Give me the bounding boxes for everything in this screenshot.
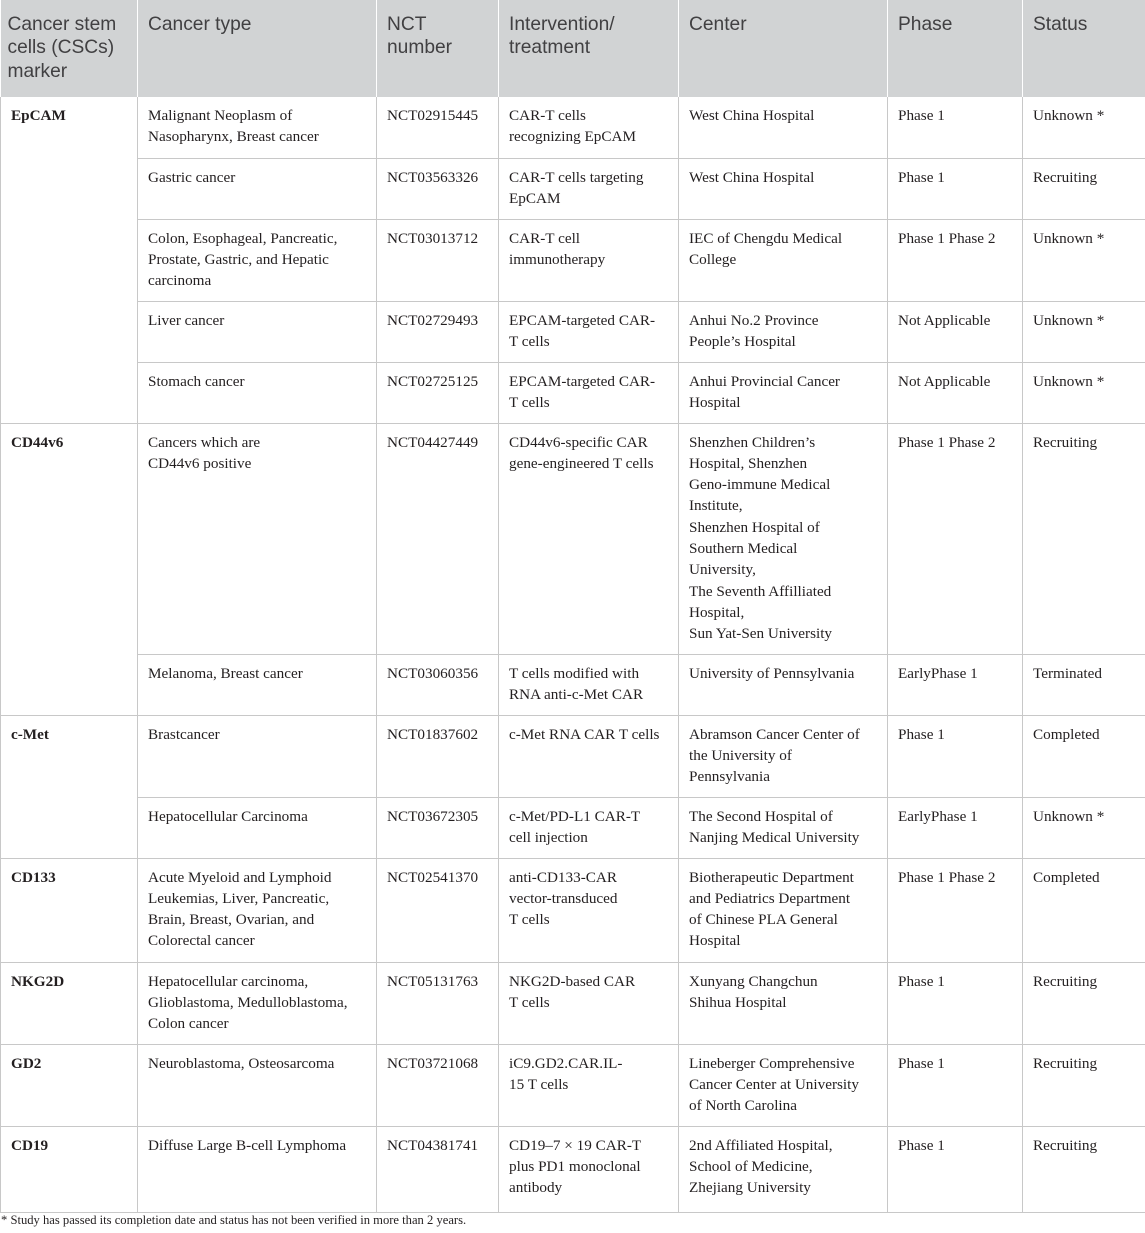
center-cell-line: Shenzhen Hospital of xyxy=(689,518,820,536)
nct-number-cell xyxy=(377,362,499,423)
header-label-line: marker xyxy=(7,60,68,82)
cancer-type-cell xyxy=(138,301,377,362)
center-cell xyxy=(679,1044,888,1126)
phase-cell xyxy=(888,362,1023,423)
cancer-type-cell xyxy=(138,654,377,715)
status-cell xyxy=(1023,797,1145,858)
intervention-cell-line: T cells xyxy=(509,393,550,411)
status-cell-text: Completed xyxy=(1033,868,1100,886)
phase-cell-text: Phase 1 Phase 2 xyxy=(898,433,996,451)
marker-cell: GD2 xyxy=(1,1044,138,1126)
cancer-type-cell xyxy=(138,858,377,962)
center-cell-line: Hospital xyxy=(689,932,741,950)
table-body xyxy=(1,97,1145,1212)
phase-cell-text: Phase 1 xyxy=(898,168,945,186)
cancer-type-cell-line: Colon, Esophageal, Pancreatic, xyxy=(148,229,338,247)
status-cell xyxy=(1023,1044,1145,1126)
status-cell-text: Unknown * xyxy=(1033,807,1105,825)
header-cell-marker xyxy=(1,0,138,97)
cancer-type-cell xyxy=(138,158,377,219)
status-cell xyxy=(1023,1126,1145,1212)
intervention-cell-line: c-Met RNA CAR T cells xyxy=(509,725,660,743)
center-cell-line: Hospital xyxy=(689,393,741,411)
cancer-type-cell xyxy=(138,962,377,1044)
intervention-cell-line: vector-transduced xyxy=(509,889,618,907)
center-cell-line: Lineberger Comprehensive xyxy=(689,1054,855,1072)
center-cell-line: Geno-immune Medical xyxy=(689,476,831,494)
cancer-type-cell-line: carcinoma xyxy=(148,272,212,290)
intervention-cell-line: cell injection xyxy=(509,828,588,846)
status-cell xyxy=(1023,301,1145,362)
nct-number-cell-text: NCT03672305 xyxy=(387,807,479,825)
intervention-cell-line: plus PD1 monoclonal xyxy=(509,1157,641,1175)
center-cell-line: Institute, xyxy=(689,497,743,515)
marker-cell: CD19 xyxy=(1,1126,138,1212)
center-cell xyxy=(679,962,888,1044)
intervention-cell-line: anti-CD133-CAR xyxy=(509,868,617,886)
header-cell-nct-number xyxy=(377,0,499,97)
cancer-type-cell-line: Acute Myeloid and Lymphoid xyxy=(148,868,332,886)
phase-cell-text: Phase 1 xyxy=(898,972,945,990)
table-row xyxy=(1,1126,1145,1212)
status-cell xyxy=(1023,423,1145,654)
table-row xyxy=(1,858,1145,962)
marker-cell: NKG2D xyxy=(1,962,138,1044)
intervention-cell xyxy=(499,1044,679,1126)
intervention-cell-line: recognizing EpCAM xyxy=(509,128,636,146)
intervention-cell xyxy=(499,654,679,715)
status-cell-text: Unknown * xyxy=(1033,229,1105,247)
center-cell-line: of North Carolina xyxy=(689,1097,797,1115)
phase-cell-text: EarlyPhase 1 xyxy=(898,807,978,825)
nct-number-cell xyxy=(377,1044,499,1126)
phase-cell xyxy=(888,219,1023,301)
center-cell-line: Pennsylvania xyxy=(689,768,770,786)
intervention-cell-line: T cells xyxy=(509,911,550,929)
phase-cell xyxy=(888,1126,1023,1212)
intervention-cell xyxy=(499,1126,679,1212)
header-label-line: number xyxy=(387,37,453,59)
header-label-line: Cancer type xyxy=(148,14,252,35)
cancer-type-cell xyxy=(138,715,377,797)
status-cell-text: Recruiting xyxy=(1033,1054,1098,1072)
header-label-line: treatment xyxy=(509,37,591,59)
phase-cell xyxy=(888,158,1023,219)
status-cell xyxy=(1023,962,1145,1044)
cancer-type-cell-line: Prostate, Gastric, and Hepatic xyxy=(148,250,329,268)
center-cell xyxy=(679,1126,888,1212)
cancer-type-cell xyxy=(138,362,377,423)
table-row xyxy=(1,362,1145,423)
intervention-cell-line: CAR-T cells xyxy=(509,107,586,124)
phase-cell xyxy=(888,97,1023,158)
cancer-type-cell-line: Hepatocellular carcinoma, xyxy=(148,972,309,990)
nct-number-cell xyxy=(377,1126,499,1212)
phase-cell-text: Phase 1 xyxy=(898,1136,945,1154)
marker-cell: CD44v6 xyxy=(1,423,138,715)
header-label-line: cells (CSCs) xyxy=(7,37,115,59)
center-cell-line: University of Pennsylvania xyxy=(689,664,855,682)
phase-cell-text: Phase 1 xyxy=(898,725,945,743)
center-cell xyxy=(679,423,888,654)
table-row xyxy=(1,1044,1145,1126)
phase-cell xyxy=(888,715,1023,797)
center-cell-line: Anhui No.2 Province xyxy=(689,311,819,329)
center-cell-line: Hospital, Shenzhen xyxy=(689,454,808,472)
intervention-cell-line: RNA anti-c-Met CAR xyxy=(509,685,644,703)
phase-cell xyxy=(888,1044,1023,1126)
intervention-cell xyxy=(499,301,679,362)
intervention-cell-line: T cells xyxy=(509,332,550,350)
intervention-cell xyxy=(499,158,679,219)
phase-cell-text: Phase 1 Phase 2 xyxy=(898,868,996,886)
center-cell-line: The Second Hospital of xyxy=(689,807,833,825)
phase-cell-text: EarlyPhase 1 xyxy=(898,664,978,682)
center-cell-line: Nanjing Medical University xyxy=(689,828,860,846)
status-cell-text: Unknown * xyxy=(1033,372,1105,390)
cancer-type-cell xyxy=(138,97,377,158)
header-label-line: NCT xyxy=(387,14,427,35)
intervention-cell xyxy=(499,858,679,962)
table-row xyxy=(1,301,1145,362)
nct-number-cell xyxy=(377,797,499,858)
status-cell-text: Recruiting xyxy=(1033,1136,1098,1154)
nct-number-cell xyxy=(377,715,499,797)
status-cell-text: Recruiting xyxy=(1033,433,1098,451)
table-row xyxy=(1,797,1145,858)
intervention-cell-line: CD44v6-specific CAR xyxy=(509,433,648,451)
status-cell-text: Completed xyxy=(1033,725,1100,743)
intervention-cell-line: c-Met/PD-L1 CAR-T xyxy=(509,807,641,825)
intervention-cell-line: 15 T cells xyxy=(509,1075,569,1093)
status-cell-text: Terminated xyxy=(1033,664,1102,682)
center-cell-line: and Pediatrics Department xyxy=(689,889,851,907)
intervention-cell xyxy=(499,715,679,797)
status-cell xyxy=(1023,97,1145,158)
center-cell-line: Shenzhen Children’s xyxy=(689,433,816,451)
intervention-cell-line: EpCAM xyxy=(509,189,561,207)
intervention-cell xyxy=(499,219,679,301)
phase-cell-text: Not Applicable xyxy=(898,372,991,390)
nct-number-cell xyxy=(377,219,499,301)
nct-number-cell xyxy=(377,97,499,158)
header-cell-cancer-type xyxy=(138,0,377,97)
header-cell-center xyxy=(679,0,888,97)
cancer-type-cell-line: Brastcancer xyxy=(148,725,220,743)
cancer-type-cell-line: Colorectal cancer xyxy=(148,932,255,950)
center-cell-line: Xunyang Changchun xyxy=(689,972,818,990)
intervention-cell-line: EPCAM-targeted CAR- xyxy=(509,372,656,390)
center-cell-line: Sun Yat-Sen University xyxy=(689,625,833,643)
cancer-type-cell-line: Nasopharynx, Breast cancer xyxy=(148,128,319,146)
phase-cell xyxy=(888,423,1023,654)
header-cell-status xyxy=(1023,0,1145,97)
intervention-cell-line: gene-engineered T cells xyxy=(509,454,654,472)
nct-number-cell xyxy=(377,962,499,1044)
center-cell-line: Shihua Hospital xyxy=(689,993,787,1011)
phase-cell xyxy=(888,797,1023,858)
cancer-type-cell-line: CD44v6 positive xyxy=(148,454,252,472)
intervention-cell-line: NKG2D-based CAR xyxy=(509,972,636,990)
phase-cell xyxy=(888,962,1023,1044)
center-cell-line: Cancer Center at University xyxy=(689,1075,859,1093)
center-cell xyxy=(679,97,888,158)
nct-number-cell-text: NCT04381741 xyxy=(387,1136,479,1154)
center-cell xyxy=(679,158,888,219)
intervention-cell-line: immunotherapy xyxy=(509,250,606,268)
phase-cell-text: Phase 1 Phase 2 xyxy=(898,229,996,247)
nct-number-cell-text: NCT03060356 xyxy=(387,664,479,682)
table-row xyxy=(1,219,1145,301)
intervention-cell xyxy=(499,962,679,1044)
cancer-type-cell-line: Gastric cancer xyxy=(148,168,236,186)
center-cell xyxy=(679,219,888,301)
center-cell-line: the University of xyxy=(689,746,792,764)
center-cell-line: 2nd Affiliated Hospital, xyxy=(689,1136,833,1154)
nct-number-cell-text: NCT03721068 xyxy=(387,1054,479,1072)
nct-number-cell-text: NCT04427449 xyxy=(387,433,479,451)
cancer-type-cell-line: Neuroblastoma, Osteosarcoma xyxy=(148,1054,335,1072)
cancer-type-cell-line: Diffuse Large B-cell Lymphoma xyxy=(148,1136,347,1154)
cancer-type-cell xyxy=(138,797,377,858)
status-cell xyxy=(1023,715,1145,797)
nct-number-cell-text: NCT03563326 xyxy=(387,168,479,186)
cancer-type-cell-line: Hepatocellular Carcinoma xyxy=(148,807,308,825)
phase-cell-text: Phase 1 xyxy=(898,107,945,124)
cancer-type-cell-line: Glioblastoma, Medulloblastoma, xyxy=(148,993,348,1011)
nct-number-cell-text: NCT01837602 xyxy=(387,725,479,743)
phase-cell xyxy=(888,301,1023,362)
table-header-row xyxy=(1,0,1145,97)
status-cell xyxy=(1023,219,1145,301)
marker-cell: EpCAM xyxy=(1,97,138,423)
intervention-cell xyxy=(499,362,679,423)
cancer-type-cell xyxy=(138,219,377,301)
status-cell-text: Unknown * xyxy=(1033,311,1105,329)
nct-number-cell-text: NCT05131763 xyxy=(387,972,479,990)
header-label-line: Intervention/ xyxy=(509,14,615,35)
center-cell-line: College xyxy=(689,250,737,268)
cancer-type-cell-line: Malignant Neoplasm of xyxy=(148,107,293,124)
cancer-type-cell xyxy=(138,1126,377,1212)
cancer-type-cell-line: Brain, Breast, Ovarian, and xyxy=(148,911,315,929)
status-cell-text: Recruiting xyxy=(1033,168,1098,186)
nct-number-cell xyxy=(377,158,499,219)
center-cell-line: IEC of Chengdu Medical xyxy=(689,229,843,247)
center-cell-line: West China Hospital xyxy=(689,168,815,186)
nct-number-cell-text: NCT02915445 xyxy=(387,107,479,124)
cancer-type-cell-line: Colon cancer xyxy=(148,1015,229,1033)
center-cell-line: Zhejiang University xyxy=(689,1179,811,1197)
intervention-cell-line: CD19–7 × 19 CAR-T xyxy=(509,1136,642,1154)
nct-number-cell xyxy=(377,301,499,362)
center-cell xyxy=(679,715,888,797)
center-cell-line: School of Medicine, xyxy=(689,1157,813,1175)
marker-cell: CD133 xyxy=(1,858,138,962)
header-cell-phase xyxy=(888,0,1023,97)
status-cell xyxy=(1023,858,1145,962)
intervention-cell xyxy=(499,797,679,858)
intervention-cell-line: CAR-T cell xyxy=(509,229,581,247)
center-cell xyxy=(679,797,888,858)
table-row xyxy=(1,423,1145,654)
center-cell xyxy=(679,654,888,715)
nct-number-cell xyxy=(377,654,499,715)
status-cell-text: Unknown * xyxy=(1033,107,1105,124)
cancer-type-cell-line: Liver cancer xyxy=(148,311,225,329)
cancer-type-cell xyxy=(138,423,377,654)
table-row xyxy=(1,97,1145,158)
center-cell-line: The Seventh Affilliated xyxy=(689,582,832,600)
nct-number-cell-text: NCT02725125 xyxy=(387,372,479,390)
intervention-cell-line: T cells xyxy=(509,993,550,1011)
status-cell xyxy=(1023,158,1145,219)
nct-number-cell-text: NCT03013712 xyxy=(387,229,479,247)
table-footnote: * Study has passed its completion date and status has not been verified in more than 2 years. xyxy=(1,1213,467,1227)
center-cell-line: University, xyxy=(689,561,756,579)
status-cell xyxy=(1023,362,1145,423)
phase-cell-text: Not Applicable xyxy=(898,311,991,329)
cancer-type-cell-line: Melanoma, Breast cancer xyxy=(148,664,303,682)
intervention-cell-line: T cells modified with xyxy=(509,664,640,682)
intervention-cell xyxy=(499,97,679,158)
center-cell-line: People’s Hospital xyxy=(689,332,796,350)
nct-number-cell xyxy=(377,858,499,962)
status-cell xyxy=(1023,654,1145,715)
cancer-type-cell xyxy=(138,1044,377,1126)
status-cell-text: Recruiting xyxy=(1033,972,1098,990)
header-cell-intervention xyxy=(499,0,679,97)
header-label-line: Center xyxy=(689,14,747,35)
center-cell-line: West China Hospital xyxy=(689,107,815,124)
intervention-cell-line: CAR-T cells targeting xyxy=(509,168,644,186)
cancer-type-cell-line: Leukemias, Liver, Pancreatic, xyxy=(148,889,330,907)
phase-cell xyxy=(888,858,1023,962)
table-row xyxy=(1,962,1145,1044)
marker-cell: c-Met xyxy=(1,715,138,858)
center-cell-line: Southern Medical xyxy=(689,539,798,557)
header-label-line: Status xyxy=(1033,14,1088,35)
center-cell-line: of Chinese PLA General xyxy=(689,911,838,929)
center-cell-line: Anhui Provincial Cancer xyxy=(689,372,840,390)
cancer-type-cell-line: Cancers which are xyxy=(148,433,261,451)
nct-number-cell-text: NCT02541370 xyxy=(387,868,479,886)
center-cell-line: Abramson Cancer Center of xyxy=(689,725,860,743)
intervention-cell xyxy=(499,423,679,654)
nct-number-cell-text: NCT02729493 xyxy=(387,311,479,329)
header-label-line: Cancer stem xyxy=(7,14,117,35)
cancer-type-cell-line: Stomach cancer xyxy=(148,372,245,390)
center-cell-line: Hospital, xyxy=(689,603,745,621)
table-row xyxy=(1,715,1145,797)
phase-cell xyxy=(888,654,1023,715)
intervention-cell-line: antibody xyxy=(509,1179,563,1197)
intervention-cell-line: iC9.GD2.CAR.IL- xyxy=(509,1054,623,1072)
center-cell xyxy=(679,858,888,962)
phase-cell-text: Phase 1 xyxy=(898,1054,945,1072)
center-cell-line: Biotherapeutic Department xyxy=(689,868,854,886)
nct-number-cell xyxy=(377,423,499,654)
center-cell xyxy=(679,362,888,423)
intervention-cell-line: EPCAM-targeted CAR- xyxy=(509,311,656,329)
table-row xyxy=(1,158,1145,219)
header-label-line: Phase xyxy=(898,14,953,35)
table-row xyxy=(1,654,1145,715)
center-cell xyxy=(679,301,888,362)
